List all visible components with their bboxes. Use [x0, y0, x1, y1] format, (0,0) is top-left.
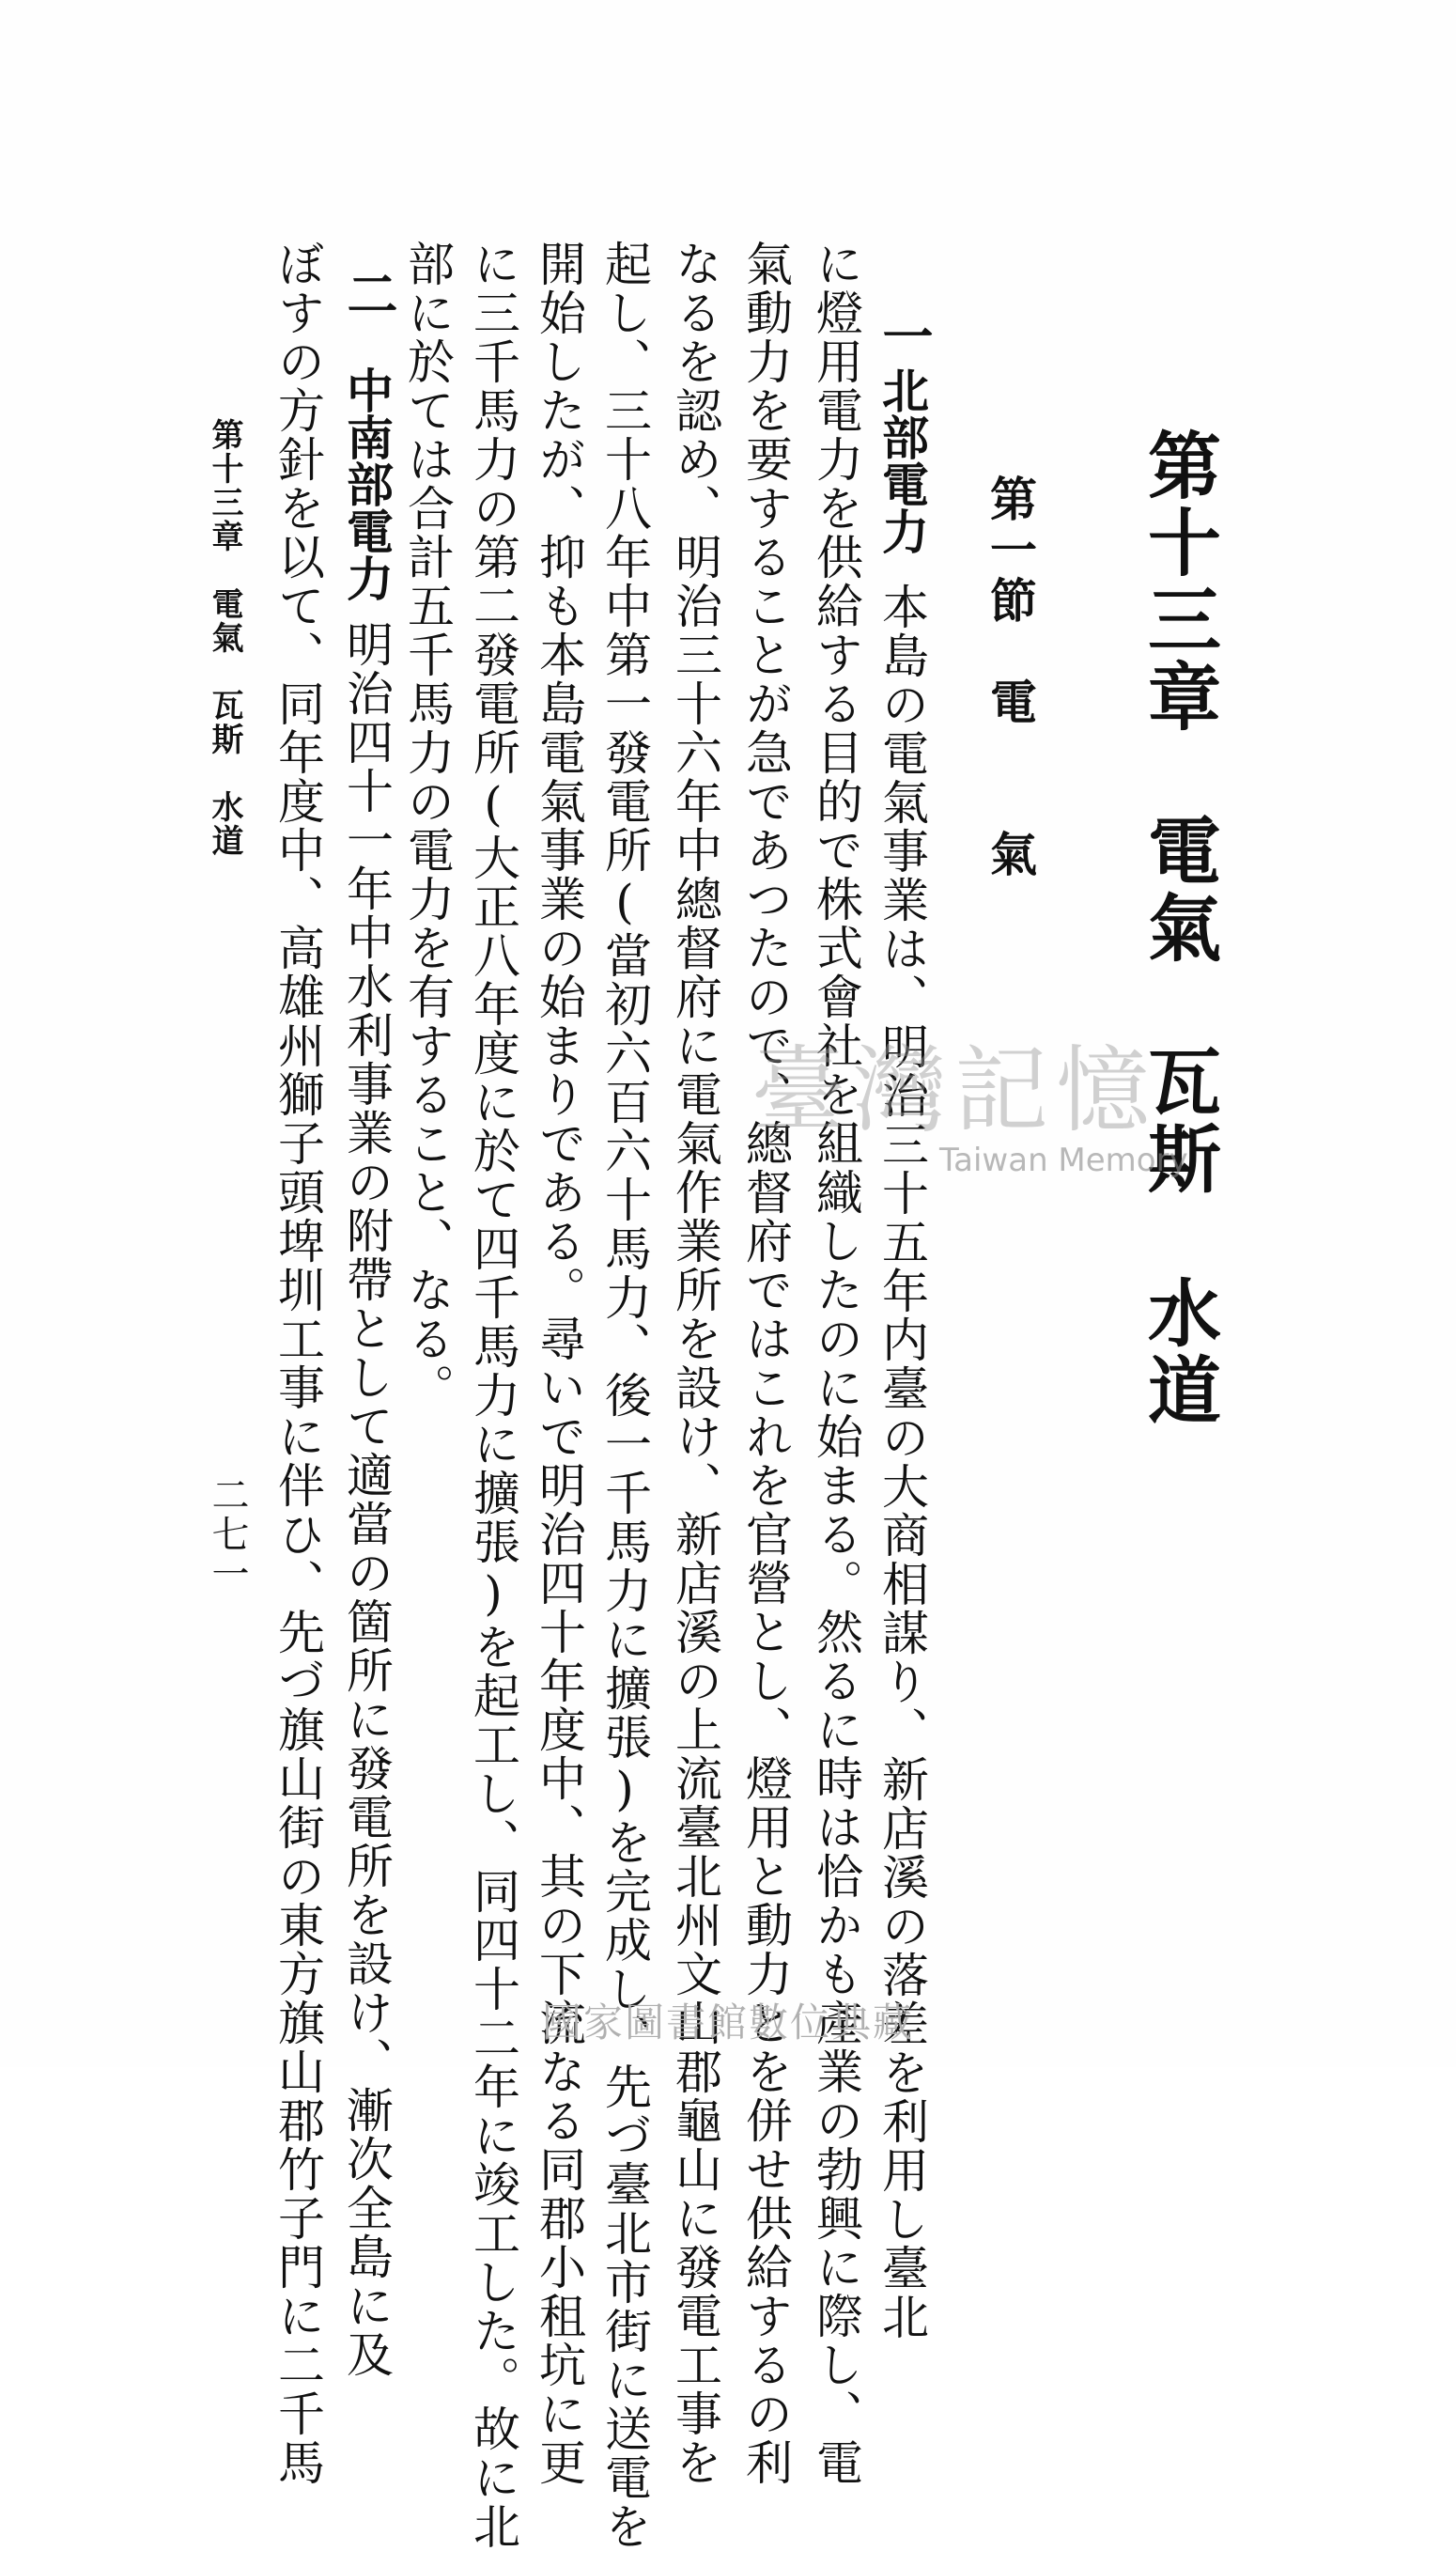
watermark-subtitle: Taiwan Memory: [939, 1142, 1188, 1179]
body-line: 部に於ては合計五千馬力の電力を有すること、なる。: [400, 240, 455, 1412]
heading-south-number: 二: [339, 268, 398, 319]
chapter-title: 第十三章 電氣 瓦斯 水道: [1136, 428, 1220, 1429]
heading-north-title: 北部電力: [875, 366, 929, 554]
body-line: 氣動力を要することが急であつたので、總督府ではこれを官營とし、燈用と動力とを併せ供給するの利: [738, 240, 793, 2487]
body-line: 明治四十一年中水利事業の附帶として適當の箇所に發電所を設け、漸次全島に及: [339, 620, 394, 2379]
watermark-logo: 臺灣記憶: [751, 1035, 1157, 1145]
body-line: ぼすの方針を以て、同年度中、高雄州獅子頭埤圳工事に伴ひ、先づ旗山街の東方旗山郡竹子門に二千馬: [271, 240, 325, 2487]
body-line: 開始したが、抑も本島電氣事業の始まりである。尋いで明治四十年度中、其の下流なる同郡小租坑に更: [532, 240, 586, 2487]
page-number: 二七一: [206, 1475, 249, 1594]
body-line: なるを認め、明治三十六年中總督府に電氣作業所を設け、新店溪の上流臺北州文山郡龜山に發電工事を: [668, 240, 722, 2487]
library-footer: 國家圖書館數位典藏: [541, 1999, 914, 2045]
body-line: 起し、三十八年中第一發電所(當初六百六十馬力、後一千馬力に擴張)を完成し、先づ臺北市街に送電を: [597, 240, 652, 2551]
running-head: 第十三章 電氣 瓦斯 水道: [206, 418, 243, 858]
body-line: 本島の電氣事業は、明治三十五年内臺の大商相謀り、新店溪の落差を利用し臺北: [875, 583, 929, 2341]
body-line: に三千馬力の第二發電所(大正八年度に於て四千馬力に擴張)を起工し、同四十二年に竣工した。故に北: [466, 240, 520, 2551]
section-title: 第一節 電 氣: [983, 474, 1037, 880]
heading-south-title: 中南部電力: [339, 366, 394, 601]
body-line: に燈用電力を供給する目的で株式會社を組織したのに始まる。然るに時は恰かも產業の勃興に際し、電: [809, 240, 863, 2487]
heading-north-number: 一: [875, 310, 934, 361]
